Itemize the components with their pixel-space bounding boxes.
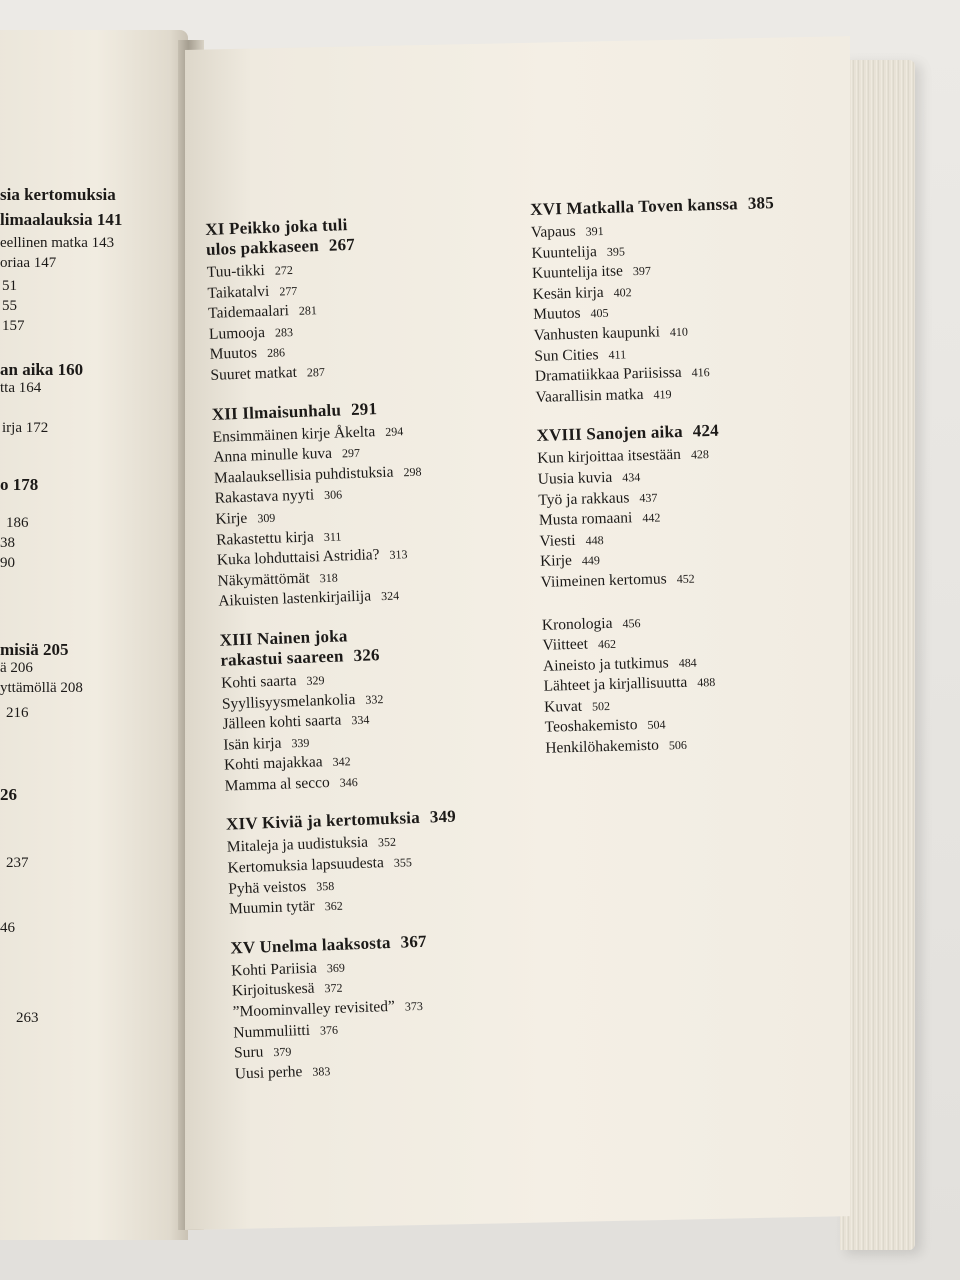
toc-entry-title: Uusia kuvia [537,468,613,488]
toc-entry-title: Uusi perhe [234,1062,303,1083]
chapter-block [219,619,555,797]
toc-entry-page: 297 [341,445,361,461]
left-page-fragment: 237 [6,855,29,871]
chapter-page-number: 326 [353,645,381,665]
toc-entry-page: 379 [273,1044,292,1060]
toc-entry-page: 283 [274,324,294,340]
back-matter-page: 462 [597,636,617,652]
toc-entry-page: 281 [298,303,318,318]
left-page-fragment: sia kertomuksia [0,185,116,204]
toc-entry-page: 373 [404,998,424,1014]
toc-entry-title: Kirje [215,509,248,528]
chapter-title-line: XI Peikko joka tuli [205,215,348,239]
chapter-title-line: ulos pakkaseen [205,236,320,259]
chapter-title-line: XIV Kiviä ja kertomuksia [225,808,421,835]
toc-entry-page: 397 [632,263,652,279]
chapter-title-line: XVI Matkalla Toven kanssa [530,194,739,219]
left-page-fragment: yttämöllä 208 [0,680,83,696]
toc-entry-title: Kohti saarta [220,672,297,692]
back-matter-page: 506 [668,737,688,753]
page-edges [840,60,915,1250]
toc-entry-title: Pyhä veistos [228,877,307,898]
toc-entry-page: 277 [279,283,298,299]
toc-entry-title: Tuu-tikki [206,261,266,281]
toc-entry-page: 318 [319,570,338,585]
left-page-fragment: 46 [0,920,15,936]
toc-entry-title: Ensimmäinen kirje Åkelta [212,422,376,446]
left-page [0,30,188,1240]
left-page-fragment: 26 [0,785,17,804]
toc-entry-title: Musta romaani [538,509,633,529]
toc-left-column [205,208,566,1102]
back-matter-page: 484 [678,655,697,670]
toc-entry-title: Isän kirja [223,734,282,754]
toc-entry-title: Näkymättömät [217,569,310,590]
toc-entry-page: 442 [642,510,661,526]
toc-entry-page: 272 [274,262,294,278]
toc-entry-page: 372 [324,981,343,996]
toc-entry-title: Sun Cities [534,345,599,365]
toc-entry-title: Anna minulle kuva [212,444,333,467]
back-matter [542,607,846,759]
toc-entry-page: 346 [339,774,358,790]
toc-entry-title: Rakastettu kirja [215,527,315,549]
toc-entry-title: Jälleen kohti saarta [222,711,342,733]
back-matter-page: 488 [697,675,716,690]
chapter-block [536,418,841,593]
toc-entry-title: Työ ja rakkaus [538,488,630,509]
toc-entry-page: 405 [590,306,609,321]
toc-entry-title: Kuuntelija [531,242,598,262]
left-page-fragment: oriaa 147 [0,255,57,271]
toc-entry-title: Aikuisten lastenkirjailija [218,587,372,611]
toc-entry-page: 355 [393,855,413,870]
toc-entry-page: 452 [676,571,695,586]
toc-entry-page: 402 [613,284,632,300]
chapter-block [211,393,548,613]
chapter-block [226,804,559,921]
toc-entry-page: 311 [323,528,342,544]
back-matter-title: Viitteet [542,635,589,654]
toc-entry-page: 286 [266,345,286,361]
toc-entry-title: Suru [233,1043,264,1062]
toc-entry-page: 352 [377,835,397,850]
toc-entry-title: Kesän kirja [532,283,604,303]
toc-entry-page: 339 [291,735,310,750]
back-matter-title: Kronologia [541,614,613,634]
toc-entry-title: Vanhusten kaupunki [533,323,661,344]
toc-entry-title: Mamma al secco [224,773,331,795]
toc-entry-page: 395 [606,243,626,259]
back-matter-title: Henkilöhakemisto [545,736,660,757]
toc-entry-page: 324 [380,588,400,604]
chapter-title-line: rakastui saareen [220,646,344,670]
left-page-fragment: 216 [6,705,29,721]
toc-entry-page: 376 [319,1022,339,1038]
toc-entry-page: 383 [312,1063,331,1079]
toc-entry-page: 416 [691,365,710,380]
toc-entry-page: 411 [608,346,627,362]
toc-entry-page: 287 [306,364,326,380]
toc-entry-page: 391 [585,223,604,239]
toc-entry-title: Taikatalvi [207,282,270,302]
back-matter-page: 504 [647,717,666,733]
toc-entry-title: Kohti majakkaa [223,753,323,774]
toc-entry-page: 342 [332,754,351,770]
left-page-fragment: 55 [2,298,17,314]
toc-entry-page: 369 [326,960,346,976]
toc-entry-page: 428 [690,447,710,462]
chapter-page-number: 291 [350,398,378,419]
toc-entry-title: Nummuliitti [233,1021,311,1042]
toc-entry-page: 298 [403,464,422,479]
toc-entry-page: 306 [323,487,343,503]
toc-entry-title: Kuka lohduttaisi Astridia? [216,546,380,569]
left-page-fragment: 90 [0,555,15,571]
toc-entry-page: 309 [257,510,276,526]
left-page-fragment: 157 [2,318,25,334]
left-page-fragment: 51 [2,278,17,294]
left-page-fragment: 38 [0,535,15,551]
chapter-title-line: XV Unelma laaksosta [230,932,391,958]
toc-entry-title: Dramatiikkaa Pariisissa [534,363,682,386]
toc-entry-title: Kirje [539,552,573,571]
toc-entry-title: Muumin tytär [228,897,316,918]
toc-right-column [530,192,846,760]
toc-entry-page: 437 [639,490,658,505]
back-matter-title: Aineisto ja tutkimus [542,653,669,675]
toc-entry-page: 358 [316,878,335,894]
chapter-title-line: XVIII Sanojen aika [536,422,684,446]
toc-entry-title: Maalauksellisia puhdistuksia [213,463,394,487]
left-page-fragment: an aika 160 [0,360,84,379]
toc-entry-page: 332 [365,691,384,707]
toc-entry-title: Kirjoituskesä [231,980,315,1000]
chapter-title-line: XIII Nainen joka [219,626,348,650]
toc-entry-title: Muutos [209,344,258,364]
toc-entry-title: Kuuntelija itse [531,262,624,283]
chapter-block [530,192,836,409]
toc-entry-title: Viimeinen kertomus [540,570,667,591]
toc-entry-title: Syyllisyysmelankolia [221,690,356,713]
toc-entry-page: 362 [324,898,343,914]
back-matter-page: 456 [622,615,641,631]
chapter-block [230,927,565,1085]
left-page-fragment: irja 172 [2,420,49,436]
toc-entry-page: 329 [306,673,325,688]
toc-entry-title: Mitaleja ja uudistuksia [226,834,369,857]
left-page-fragment: ä 206 [0,660,33,676]
back-matter-title: Teoshakemisto [544,716,638,737]
toc-entry-page: 449 [581,553,601,568]
left-page-fragment: misiä 205 [0,640,69,659]
toc-entry-page: 419 [653,386,672,402]
toc-entry-title: Muutos [532,305,581,324]
toc-entry-title: ”Moominvalley revisited” [232,997,396,1021]
toc-entry-page: 294 [384,423,404,439]
chapter-block [205,208,541,386]
left-page-fragment: eellinen matka 143 [0,235,115,251]
chapter-title-line: XII Ilmaisunhalu [211,399,342,424]
chapter-page-number: 424 [692,421,720,441]
toc-entry-page: 448 [585,532,604,548]
chapter-page-number: 349 [429,807,457,827]
toc-entry-page: 334 [351,712,370,728]
chapter-page-number: 367 [400,931,428,952]
toc-entry-page: 410 [669,324,689,340]
chapter-page-number: 267 [328,234,356,255]
toc-entry-title: Suuret matkat [210,363,298,384]
left-page-fragment: 186 [6,515,29,531]
back-matter-title: Lähteet ja kirjallisuutta [543,674,688,696]
toc-entry-title: Kun kirjoittaa itsestään [536,446,682,468]
toc-entry-page: 313 [389,547,408,562]
toc-entry-title: Lumooja [208,323,266,343]
left-page-fragment: 263 [16,1010,39,1026]
toc-entry-title: Viesti [539,531,576,550]
left-page-fragment: limaalauksia 141 [0,210,123,229]
toc-entry-title: Kohti Pariisia [230,959,318,980]
toc-entry-page: 434 [622,469,641,485]
toc-entry-title: Rakastava nyyti [214,486,315,508]
chapter-page-number: 385 [747,193,775,213]
toc-entry-title: Taidemaalari [207,302,290,323]
toc-entry-title: Vaarallisin matka [535,385,644,406]
toc-entry-title: Kertomuksia lapsuudesta [227,854,385,877]
back-matter-title: Kuvat [543,697,583,716]
left-page-fragment: o 178 [0,475,39,494]
left-page-fragment: tta 164 [0,380,42,396]
toc-entry-title: Vapaus [530,222,576,241]
back-matter-page: 502 [591,698,611,714]
